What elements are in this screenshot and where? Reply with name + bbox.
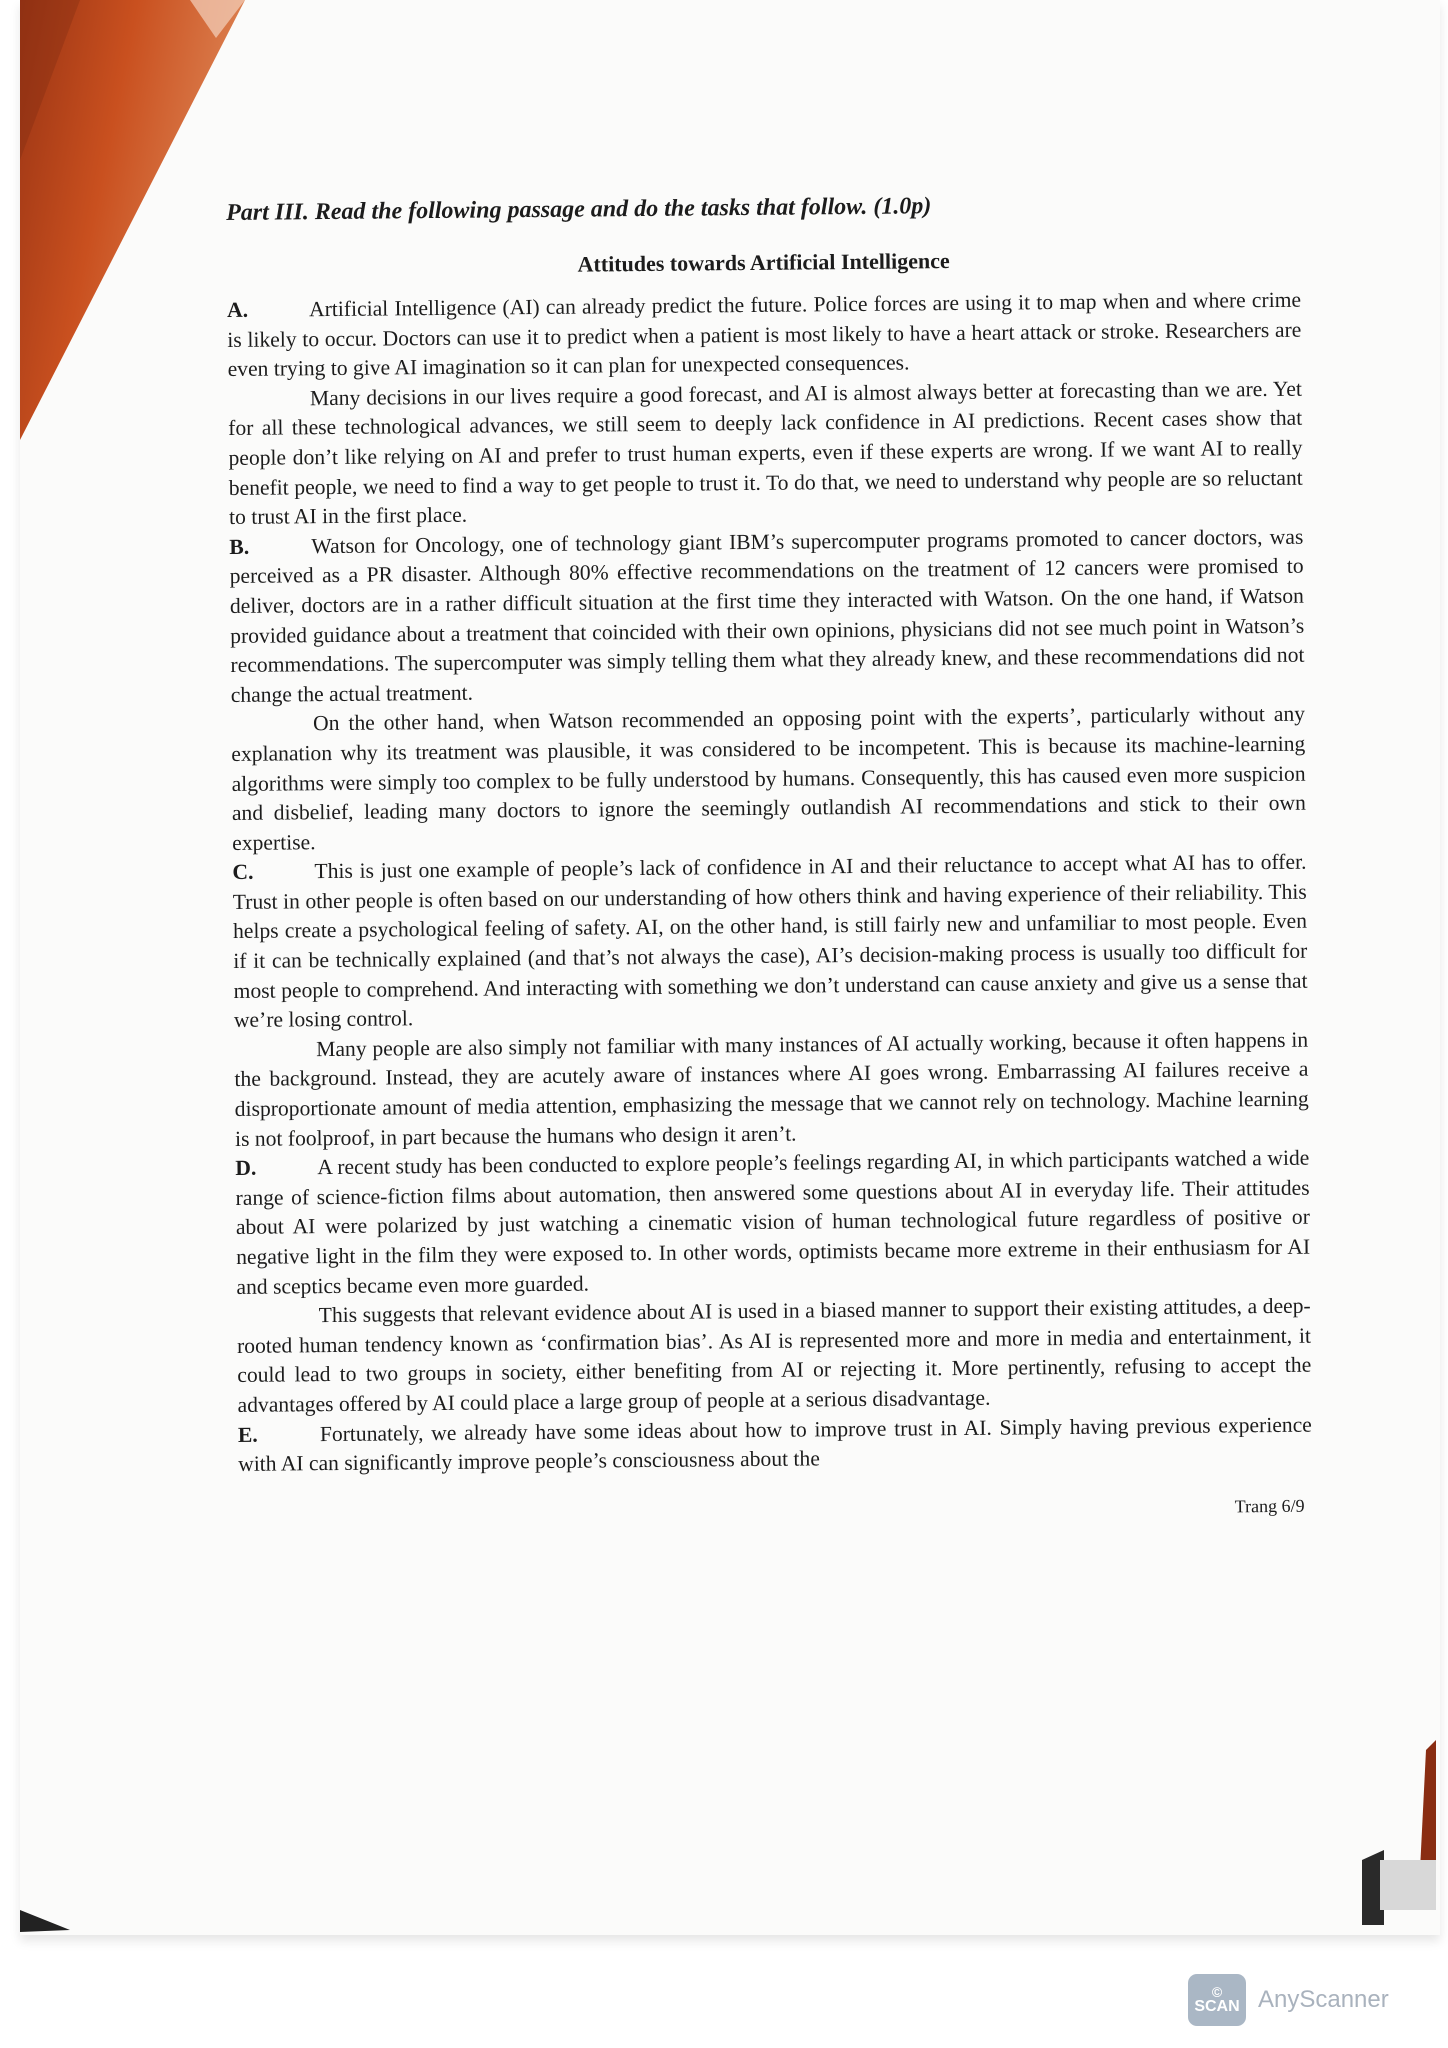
paragraph-text: On the other hand, when Watson recommended an opposing point with the experts’, particularly without any explanation why its treatment was plausible, it was considered to be incompetent. This is because its machine-learning algorithms were simply too complex to be fully understood by humans. Consequently, this has caused even more suspicion and disbelief, leading many doctors to ignore the seemingly outlandish AI recommendations and stick to their own expertise. [231,701,1306,855]
passage-content [226,188,1313,1527]
paragraph-d-2 [237,1292,1312,1421]
scan-icon [1188,1974,1246,2026]
paragraph-text: This suggests that relevant evidence about AI is used in a biased manner to support their existing attitudes, a deep-rooted human tendency known as ‘confirmation bias’. As AI is represented more and more in media and entertainment, it could lead to two groups in society, either benefiting from AI or rejecting it. More pertinently, refusing to accept the advantages offered by AI could place a large group of people at a serious disadvantage. [236,1293,1312,1417]
page-edge-shadow [20,1908,80,1938]
section-label: D. [235,1155,257,1181]
scanner-name: AnyScanner [1258,1986,1389,2013]
paragraph-text: A recent study has been conducted to explore people’s feelings regarding AI, in which participants watched a wide range of science-fiction films about automation, then answered some questions about AI in everyday life. Their attitudes about AI were polarized by just watching a cinematic vision of human technological future regardless of positive or negative light in the film they were exposed to. In other words, optimists became more extreme in their enthusiasm for AI and sceptics became even more guarded. [235,1145,1311,1299]
page-number: Trang 6/9 [1234,1495,1305,1517]
scanner-watermark [1188,1974,1389,2026]
paragraph-text: This is just one example of people’s lack of confidence in AI and their reluctance to accept what AI has to offer. Trust in other people is often based on our understanding of how others think and having experience of their reliability. This helps create a psychological feeling of safety. AI, on the other hand, is still fairly new and unfamiliar to most people. Even if it can be technically explained (and that’s not always the case), AI’s decision-making process is usually too difficult for most people to comprehend. And interacting with something we don’t understand can cause anxiety and give us a sense that we’re losing control. [232,849,1308,1033]
part-heading: Part III. Read the following passage and do the tasks that follow. (1.0p) [226,193,932,226]
paragraph-c-2 [234,1025,1309,1154]
paragraph-a [227,286,1302,385]
paragraph-c [232,848,1308,1036]
paragraph-text: Artificial Intelligence (AI) can already predict the future. Police forces are using it to map when and where crime is likely to occur. Doctors can use it to predict when a patient is most likely to have a heart attack or stroke. Researchers are even trying to give AI imagination so it can plan for unexpected consequences. [227,287,1302,382]
section-label: B. [229,534,250,559]
paragraph-a-2 [228,374,1303,532]
paragraph-text: Watson for Oncology, one of technology giant IBM’s supercomputer programs promoted to cancer doctors, was perceived as a PR disaster. Although 80% effective recommendations on the treatment of 12 cancers were promised to deliver, doctors are in a rather difficult situation at the first time they interacted with Watson. On the one hand, if Watson provided guidance about a treatment that coincided with their own opinions, physicians did not see much point in Watson’s recommendations. The supercomputer was simply telling them what they already knew, and these recommendations did not change the actual treatment. [229,524,1305,707]
paragraph-d [235,1144,1310,1302]
paragraph-e [238,1410,1313,1479]
passage-title: Attitudes towards Artificial Intelligence [577,248,950,277]
paragraph-text: Many decisions in our lives require a good forecast, and AI is almost always better at forecasting than we are. Yet for all these technological advances, we still seem to deeply lack confidence in AI predictions. Recent cases show that people don’t like relying on AI and prefer to trust human experts, even if these experts are wrong. If we want AI to really benefit people, we need to find a way to get people to trust it. To do that, we need to understand why people are so reluctant to trust AI in the first place. [228,376,1303,530]
scan-icon-mark: © [1211,1984,1223,2000]
section-label: E. [237,1422,258,1447]
section-label: C. [232,860,254,885]
paragraph-b-2 [231,700,1306,858]
paragraph-b [229,522,1305,710]
section-label: A. [226,297,249,322]
paragraph-text: Many people are also simply not familiar with many instances of AI actually working, because it often happens in the background. Instead, they are acutely aware of instances where AI goes wrong. Embarrassing AI failures receive a disproportionate amount of media attention, emphasizing the message that we cannot rely on technology. Machine learning is not foolproof, in part because the humans who design it aren’t. [234,1027,1309,1151]
paragraph-text: Fortunately, we already have some ideas about how to improve trust in AI. Simply having previous experience with AI can significantly improve people’s consciousness about the [238,1412,1312,1477]
page-edge-marks [1320,1710,1440,1930]
scan-icon-text: SCAN [1194,1998,1240,2015]
